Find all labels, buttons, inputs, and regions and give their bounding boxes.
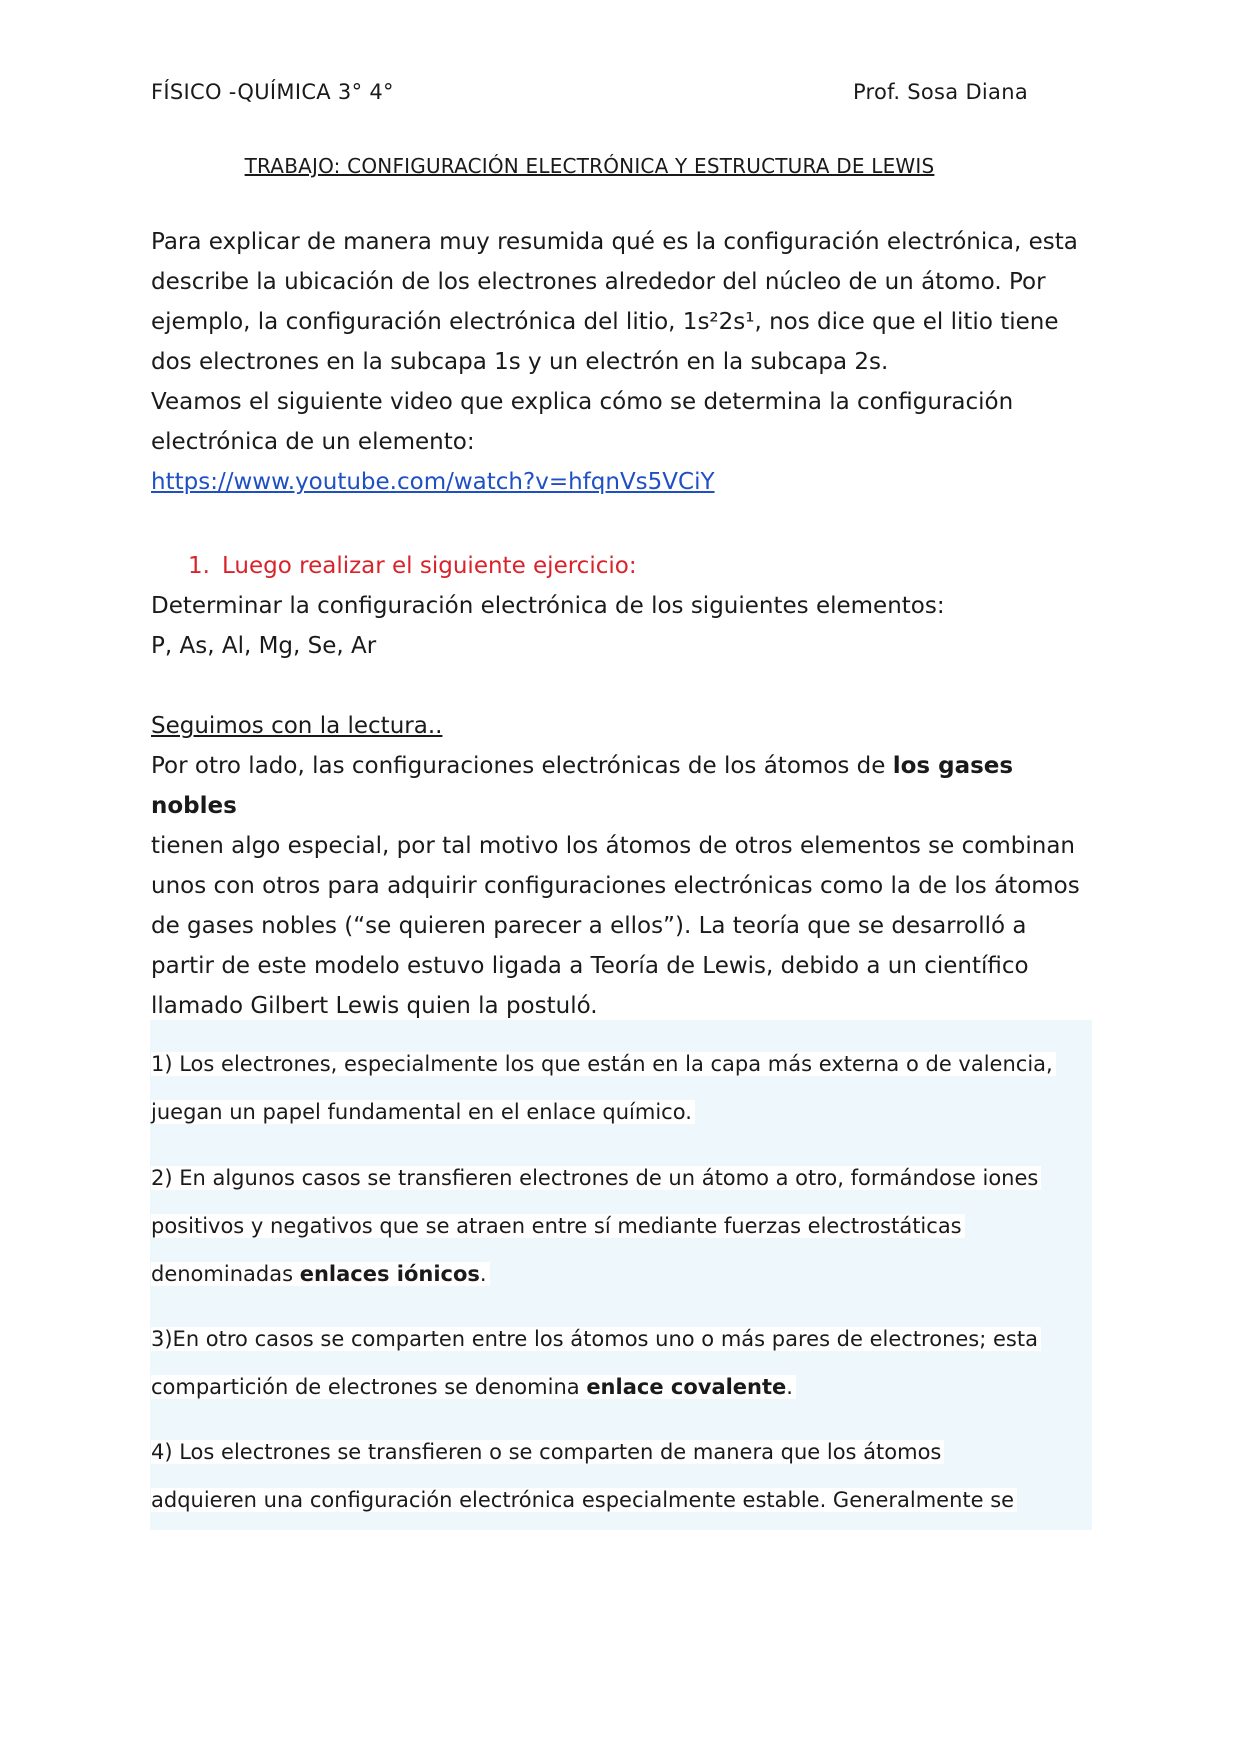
idea-text: compartición de electrones se denomina xyxy=(151,1375,587,1399)
idea-line: juegan un papel fundamental en el enlace químico. xyxy=(151,1100,695,1124)
reading-line xyxy=(151,746,1091,826)
intro-line: dos electrones en la subcapa 1s y un electrón en la subcapa 2s. xyxy=(151,349,889,375)
reading-paragraph xyxy=(151,706,1091,1066)
idea-item-2 xyxy=(151,1154,1091,1298)
document-title: TRABAJO: CONFIGURACIÓN ELECTRÓNICA Y ESTRUCTURA DE LEWIS xyxy=(244,154,935,178)
reading-line: llamado Gilbert Lewis quien la postuló. xyxy=(151,993,598,1019)
intro-line: Veamos el siguiente video que explica cómo se determina la configuración xyxy=(151,389,1014,415)
reading-line: partir de este modelo estuvo ligada a Teoría de Lewis, debido a un científico xyxy=(151,953,1029,979)
reading-line: unos con otros para adquirir configuraciones electrónicas como la de los átomos xyxy=(151,873,1080,899)
header-subject: FÍSICO -QUÍMICA 3° 4° xyxy=(151,80,394,104)
exercise-instruction: Determinar la configuración electrónica de los siguientes elementos: xyxy=(151,593,945,619)
idea-text: . xyxy=(786,1375,793,1399)
exercise-number: 1. xyxy=(188,553,210,579)
exercise-heading xyxy=(188,546,637,586)
exercise-heading-text: Luego realizar el siguiente ejercicio: xyxy=(222,553,637,579)
reading-heading: Seguimos con la lectura.. xyxy=(151,713,443,739)
idea-line: 1) Los electrones, especialmente los que están en la capa más externa o de valencia, xyxy=(151,1052,1056,1076)
idea-line: 3)En otro casos se comparten entre los átomos uno o más pares de electrones; esta xyxy=(151,1327,1041,1351)
idea-item-3 xyxy=(151,1315,1091,1411)
idea-text: denominadas xyxy=(151,1262,300,1286)
intro-line: electrónica de un elemento: xyxy=(151,429,475,455)
exercise-paragraph xyxy=(151,586,1091,666)
intro-line: ejemplo, la configuración electrónica del litio, 1s²2s¹, nos dice que el litio tiene xyxy=(151,309,1059,335)
bold-term: los gases nobles xyxy=(151,753,1014,819)
reading-text: Por otro lado, las configuraciones electrónicas de los átomos de xyxy=(151,753,893,779)
idea-line: 4) Los electrones se transfieren o se comparten de manera que los átomos xyxy=(151,1440,944,1464)
header-teacher: Prof. Sosa Diana xyxy=(852,80,1028,104)
idea-item-4 xyxy=(151,1428,1091,1524)
intro-line: describe la ubicación de los electrones alrededor del núcleo de un átomo. Por xyxy=(151,269,1046,295)
exercise-elements: P, As, Al, Mg, Se, Ar xyxy=(151,633,377,659)
youtube-video-link[interactable]: https://www.youtube.com/watch?v=hfqnVs5VCiY xyxy=(151,469,715,495)
idea-item-1 xyxy=(151,1040,1091,1136)
idea-line: adquieren una configuración electrónica especialmente estable. Generalmente se xyxy=(151,1488,1017,1512)
bold-term: enlaces iónicos xyxy=(299,1262,480,1286)
idea-line: positivos y negativos que se atraen entre sí mediante fuerzas electrostáticas xyxy=(151,1214,965,1238)
idea-text: . xyxy=(479,1262,487,1286)
idea-line: 2) En algunos casos se transfieren electrones de un átomo a otro, formándose iones xyxy=(151,1166,1041,1190)
intro-line: Para explicar de manera muy resumida qué es la configuración electrónica, esta xyxy=(151,229,1078,255)
idea-line xyxy=(151,1262,490,1286)
idea-line xyxy=(151,1375,796,1399)
intro-paragraph xyxy=(151,222,1091,502)
reading-line: de gases nobles (“se quieren parecer a ellos”). La teoría que se desarrolló a xyxy=(151,913,1027,939)
reading-line: tienen algo especial, por tal motivo los átomos de otros elementos se combinan xyxy=(151,833,1075,859)
bold-term: enlace covalente xyxy=(586,1375,787,1399)
